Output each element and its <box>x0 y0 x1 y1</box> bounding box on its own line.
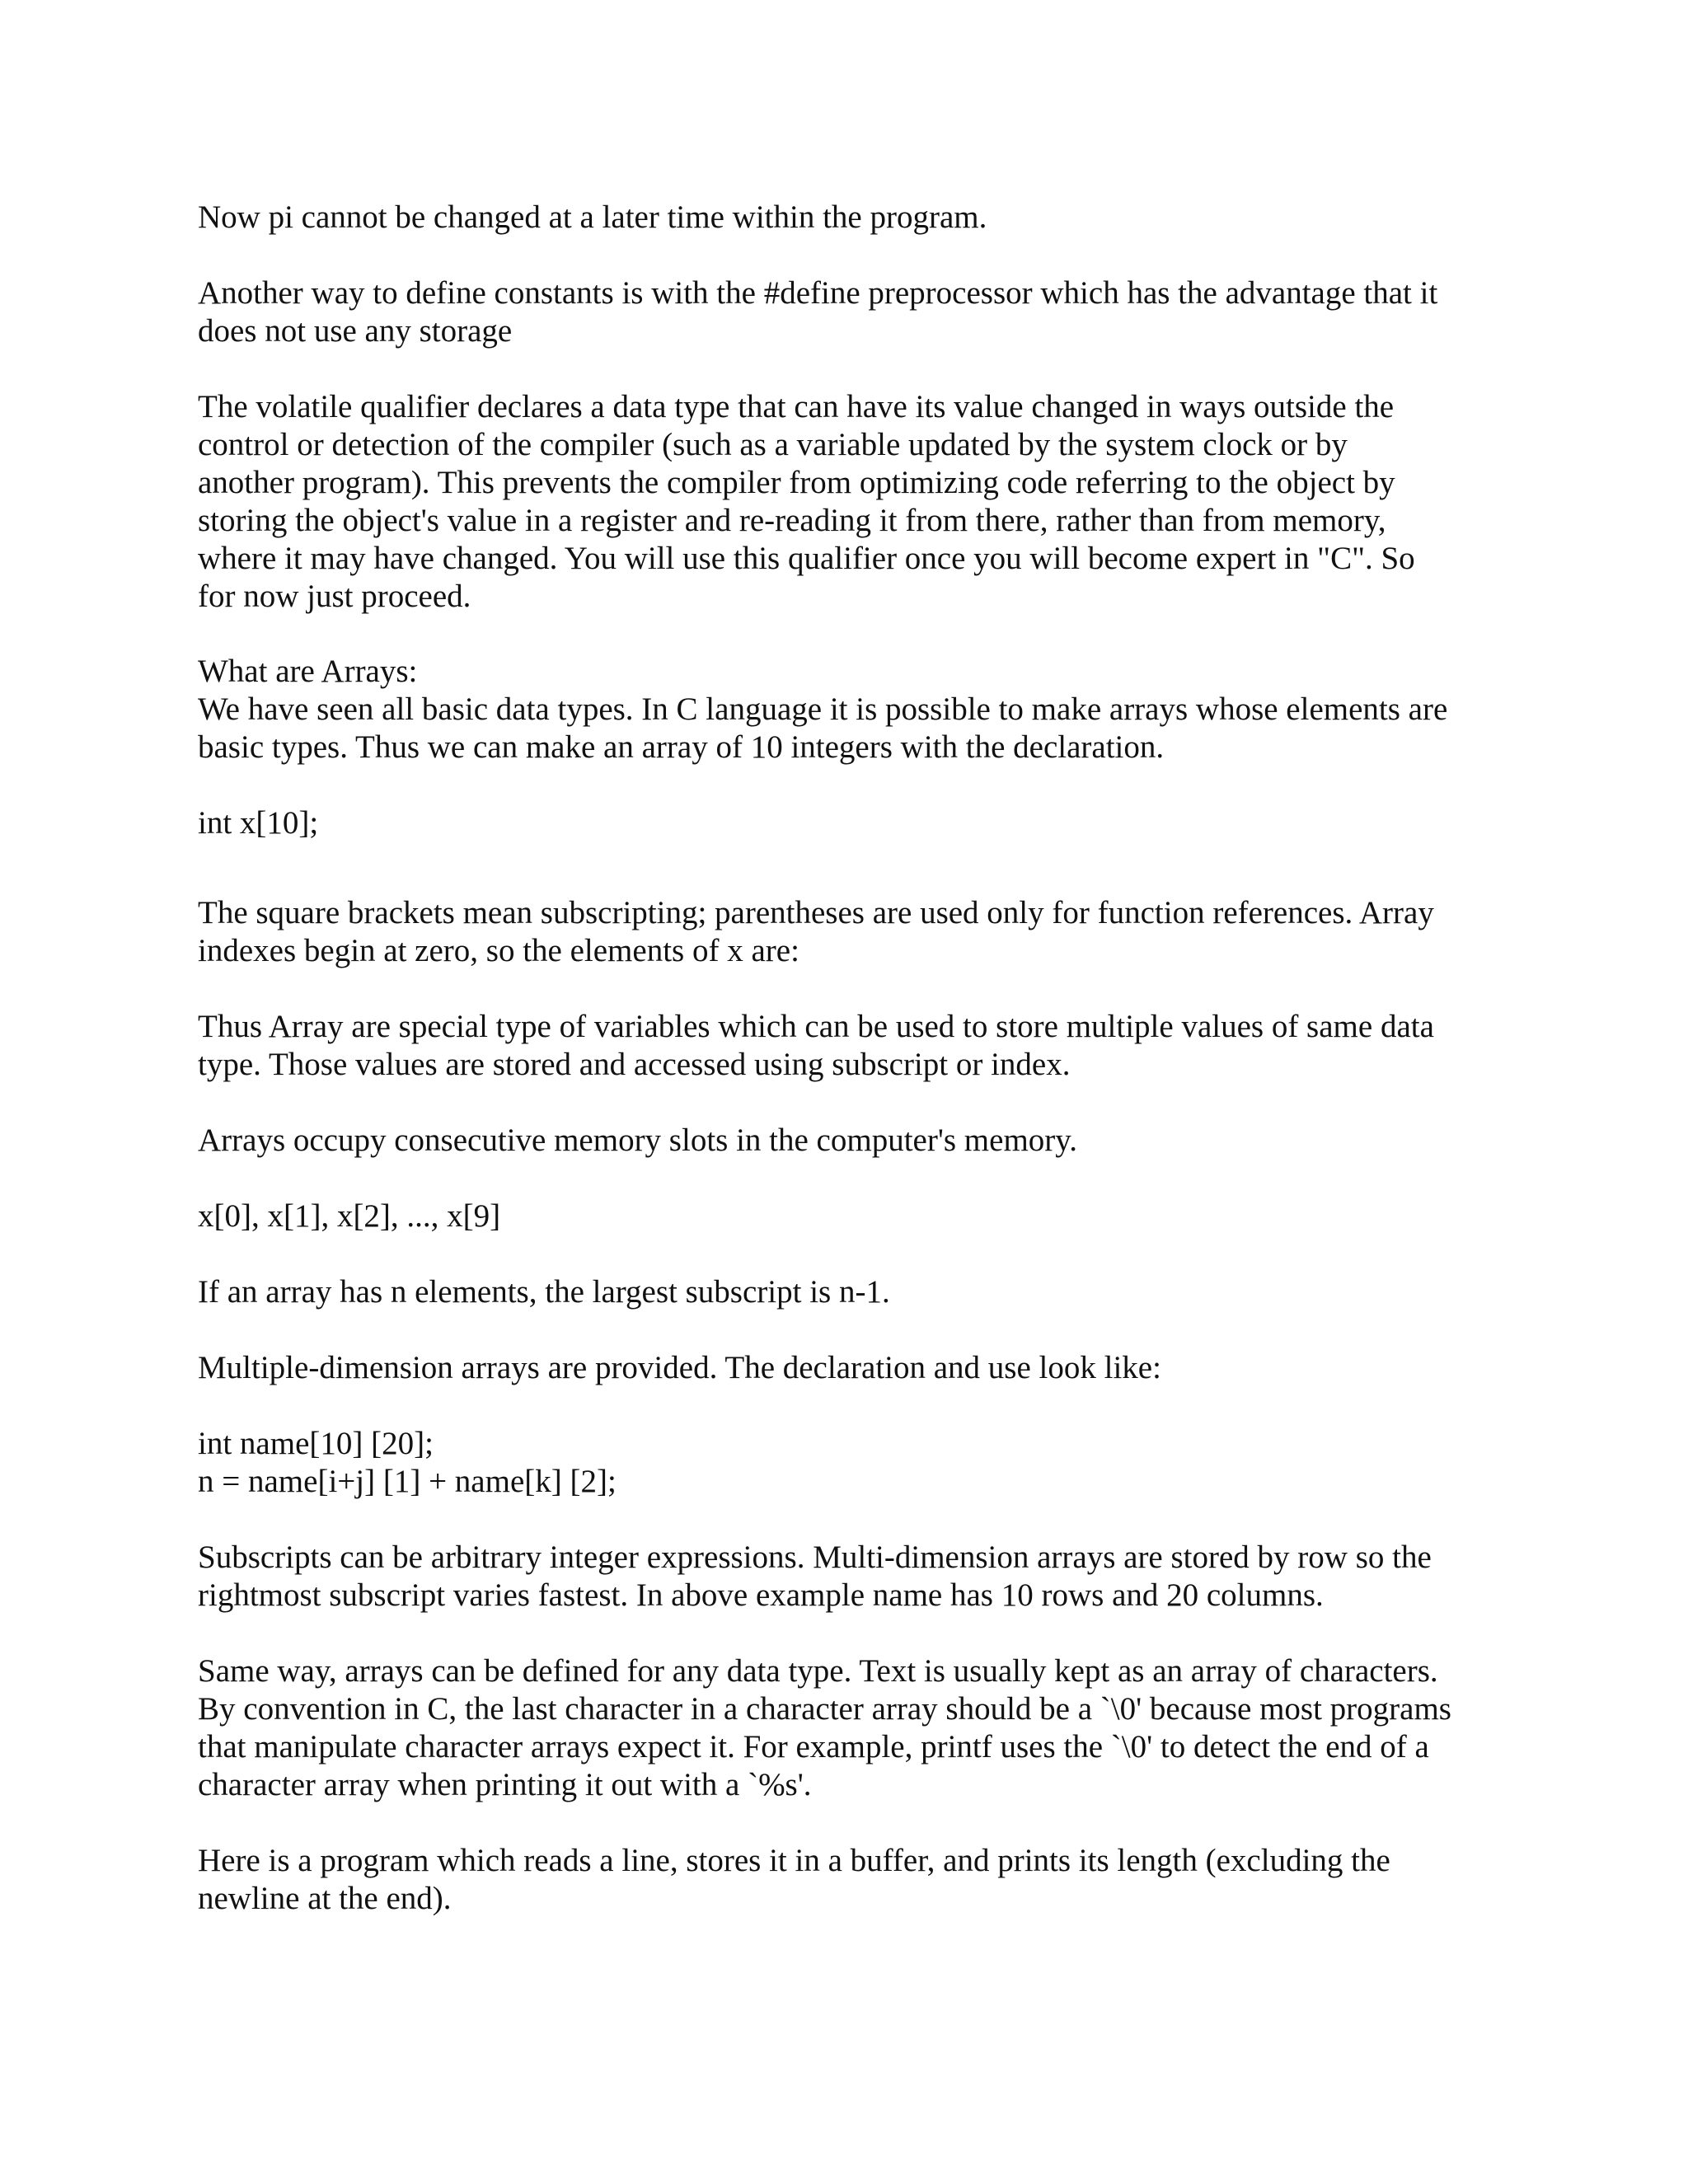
paragraph-largest-subscript: If an array has n elements, the largest subscript is n-1. <box>198 1274 890 1310</box>
paragraph-program-intro: Here is a program which reads a line, stores it in a buffer, and prints its length (excluding the newline at the end). <box>198 1843 1390 1916</box>
paragraph-define-preprocessor: Another way to define constants is with the #define preprocessor which has the advantage that it does not use any storage <box>198 275 1438 349</box>
paragraph-multi-dimension: Multiple-dimension arrays are provided. The declaration and use look like: <box>198 1350 1161 1385</box>
paragraph-array-definition: Thus Array are special type of variables which can be used to store multiple values of same data type. Those values are stored and accessed using subscript or index. <box>198 1009 1434 1082</box>
paragraph-square-brackets: The square brackets mean subscripting; parentheses are used only for function references. Array indexes begin at zero, so the elements of x are: <box>198 895 1434 968</box>
paragraph-consecutive-memory: Arrays occupy consecutive memory slots in the computer's memory. <box>198 1122 1077 1158</box>
code-array-elements: x[0], x[1], x[2], ..., x[9] <box>198 1198 501 1234</box>
paragraph-subscripts-expressions: Subscripts can be arbitrary integer expressions. Multi-dimension arrays are stored by row so the rightmost subscript varies fastest. In above example name has 10 rows and 20 columns. <box>198 1540 1432 1613</box>
code-name-array: int name[10] [20]; n = name[i+j] [1] + name[k] [2]; <box>198 1426 617 1499</box>
code-int-x10: int x[10]; <box>198 805 319 841</box>
paragraph-what-are-arrays: What are Arrays: We have seen all basic data types. In C language it is possible to make arrays whose elements are basic types. Thus we can make an array of 10 integers with the declaration. <box>198 654 1448 765</box>
paragraph-pi-constant: Now pi cannot be changed at a later time within the program. <box>198 199 987 235</box>
paragraph-volatile-qualifier: The volatile qualifier declares a data type that can have its value changed in ways outside the control or detection of the compiler (such as a variable updated by the system clock or by another program). This prevents the compiler from optimizing code referring to the object by storing the object's value in a register and re-reading it from there, rather than from memory, where it may have changed. You will use this qualifier once you will become expert in "C". So for now just proceed. <box>198 389 1415 614</box>
paragraph-character-arrays: Same way, arrays can be defined for any data type. Text is usually kept as an array of characters. By convention in C, the last character in a character array should be a `\0' because most programs that manipulate character arrays expect it. For example, printf uses the `\0' to detect the end of a character array when printing it out with a `%s'. <box>198 1653 1451 1802</box>
